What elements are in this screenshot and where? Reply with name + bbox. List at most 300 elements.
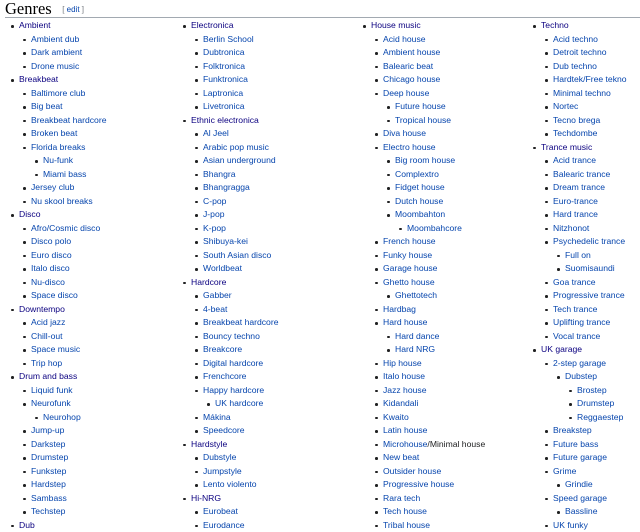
genre-link-future-bass[interactable]: Future bass <box>553 439 598 449</box>
subgenre-list <box>17 411 106 425</box>
genre-link-ghetto-house[interactable]: Ghetto house <box>383 277 435 287</box>
genre-link-rara-tech[interactable]: Rara tech <box>383 493 420 503</box>
genre-item <box>527 19 627 141</box>
list-item-row <box>539 114 627 128</box>
list-item-row <box>17 114 106 128</box>
genre-link-chicago-house[interactable]: Chicago house <box>383 74 440 84</box>
list-item-row <box>539 181 627 195</box>
genre-link-minimal-house[interactable]: Minimal house <box>430 439 485 449</box>
list-item-row <box>189 384 278 398</box>
genre-link-al-jeel[interactable]: Al Jeel <box>203 128 229 138</box>
genre-link-speed-garage[interactable]: Speed garage <box>553 493 607 503</box>
genre-link-jazz-house[interactable]: Jazz house <box>383 385 426 395</box>
genre-link-fidget-house[interactable]: Fidget house <box>395 182 445 192</box>
list-item-row <box>17 100 106 114</box>
list-item-row <box>17 492 106 506</box>
genre-link-hardstep[interactable]: Hardstep <box>31 479 66 489</box>
genre-link-full-on[interactable]: Full on <box>565 250 591 260</box>
subgenre-item <box>551 262 627 276</box>
list-item-row <box>369 465 485 479</box>
genre-item <box>177 492 278 532</box>
list-item-row <box>5 73 106 87</box>
genre-link-ambient-dub[interactable]: Ambient dub <box>31 34 79 44</box>
subgenre-item <box>17 60 106 74</box>
genre-link-grime[interactable]: Grime <box>553 466 576 476</box>
genre-link-progressive-trance[interactable]: Progressive trance <box>553 290 625 300</box>
genre-link-4-beat[interactable]: 4-beat <box>203 304 227 314</box>
genre-link-hard-house[interactable]: Hard house <box>383 317 427 327</box>
subgenre-item <box>17 249 106 263</box>
genre-link-arabic-pop-music[interactable]: Arabic pop music <box>203 142 269 152</box>
genre-link-techdombe[interactable]: Techdombe <box>553 128 597 138</box>
genre-link-dark-ambient[interactable]: Dark ambient <box>31 47 82 57</box>
subgenre-item <box>189 370 278 384</box>
subgenre-item <box>369 235 485 249</box>
subgenre-item <box>539 222 627 236</box>
genre-list <box>177 19 278 532</box>
list-item-row <box>177 438 278 452</box>
list-item-row <box>539 33 627 47</box>
genre-list <box>5 19 106 532</box>
list-item-row <box>5 19 106 33</box>
genre-link-j-pop[interactable]: J-pop <box>203 209 225 219</box>
subgenre-item <box>189 289 278 303</box>
genre-link-complextro[interactable]: Complextro <box>395 169 439 179</box>
genre-link-drone-music[interactable]: Drone music <box>31 61 79 71</box>
list-item-row <box>357 19 485 33</box>
list-item-row <box>539 303 627 317</box>
subgenre-item <box>369 33 485 47</box>
genre-link-downtempo[interactable]: Downtempo <box>19 304 65 314</box>
genre-link-neurofunk[interactable]: Neurofunk <box>31 398 71 408</box>
genre-link-south-asian-disco[interactable]: South Asian disco <box>203 250 271 260</box>
list-item-row <box>527 141 627 155</box>
list-item-row <box>539 154 627 168</box>
list-item-row <box>539 208 627 222</box>
list-item-row <box>381 154 485 168</box>
genre-link-bhangra[interactable]: Bhangra <box>203 169 236 179</box>
subgenre-list <box>539 370 627 424</box>
list-item-row <box>563 384 627 398</box>
subgenre-item <box>539 154 627 168</box>
genre-link-outsider-house[interactable]: Outsider house <box>383 466 441 476</box>
subgenre-item <box>539 424 627 438</box>
genre-column-3 <box>357 19 485 532</box>
genre-item <box>527 343 627 532</box>
list-item-row <box>189 424 278 438</box>
genre-link-dubstep[interactable]: Dubstep <box>565 371 597 381</box>
subgenre-item <box>17 141 106 182</box>
genre-link-breakstep[interactable]: Breakstep <box>553 425 592 435</box>
genre-link-moombahcore[interactable]: Moombahcore <box>407 223 462 233</box>
genre-link-dutch-house[interactable]: Dutch house <box>395 196 443 206</box>
list-item-row <box>369 384 485 398</box>
subgenre-item <box>369 397 485 411</box>
genre-link-minimal-techno[interactable]: Minimal techno <box>553 88 611 98</box>
list-item-row <box>189 357 278 371</box>
genre-link-hard-dance[interactable]: Hard dance <box>395 331 439 341</box>
subgenre-item <box>539 87 627 101</box>
genre-link-c-pop[interactable]: C-pop <box>203 196 226 206</box>
list-item-row <box>189 60 278 74</box>
genre-link-jump-up[interactable]: Jump-up <box>31 425 64 435</box>
genre-link-asian-underground[interactable]: Asian underground <box>203 155 276 165</box>
genre-link-italo-disco[interactable]: Italo disco <box>31 263 70 273</box>
genre-link-jersey-club[interactable]: Jersey club <box>31 182 74 192</box>
list-item-row <box>381 114 485 128</box>
genre-link-drumstep[interactable]: Drumstep <box>31 452 68 462</box>
genre-link-uk-funky[interactable]: UK funky <box>553 520 588 530</box>
genre-item <box>5 208 106 303</box>
genre-link-garage-house[interactable]: Garage house <box>383 263 437 273</box>
subgenre-list <box>539 505 627 519</box>
genre-link-hip-house[interactable]: Hip house <box>383 358 422 368</box>
genre-link-happy-hardcore[interactable]: Happy hardcore <box>203 385 264 395</box>
genre-link-hard-nrg[interactable]: Hard NRG <box>395 344 435 354</box>
list-item-row <box>189 343 278 357</box>
subgenre-item <box>539 33 627 47</box>
list-item-row <box>381 343 485 357</box>
subgenre-item <box>369 478 485 492</box>
genre-link-miami-bass[interactable]: Miami bass <box>43 169 86 179</box>
genre-link-bouncy-techno[interactable]: Bouncy techno <box>203 331 260 341</box>
list-item-row <box>189 87 278 101</box>
genre-link-breakbeat[interactable]: Breakbeat <box>19 74 58 84</box>
genre-link-acid-trance[interactable]: Acid trance <box>553 155 596 165</box>
genre-link-breakbeat-hardcore[interactable]: Breakbeat hardcore <box>31 115 106 125</box>
genre-link-hi-nrg[interactable]: Hi-NRG <box>191 493 221 503</box>
genre-link-tribal-house[interactable]: Tribal house <box>383 520 430 530</box>
genre-link-dub[interactable]: Dub <box>19 520 35 530</box>
list-item-row <box>177 492 278 506</box>
genre-link-ambient[interactable]: Ambient <box>19 20 51 30</box>
genre-link-jumpstyle[interactable]: Jumpstyle <box>203 466 242 476</box>
list-item-row <box>189 127 278 141</box>
list-item-row <box>539 195 627 209</box>
genre-link-frenchcore[interactable]: Frenchcore <box>203 371 246 381</box>
list-item-row <box>381 195 485 209</box>
subgenre-item <box>381 114 485 128</box>
subgenre-item <box>539 100 627 114</box>
list-item-row <box>369 492 485 506</box>
subgenre-list <box>5 222 106 303</box>
subgenre-item <box>551 370 627 424</box>
genre-link-acid-techno[interactable]: Acid techno <box>553 34 598 44</box>
genre-link-nu-skool-breaks[interactable]: Nu skool breaks <box>31 196 93 206</box>
subgenre-item <box>189 87 278 101</box>
genre-link-psychedelic-trance[interactable]: Psychedelic trance <box>553 236 625 246</box>
list-item-row <box>201 397 278 411</box>
subgenre-item <box>17 222 106 236</box>
section-title: Genres <box>5 0 52 17</box>
list-item-row <box>539 87 627 101</box>
subgenre-item <box>369 438 485 452</box>
list-item-row <box>369 370 485 384</box>
subgenre-item <box>381 181 485 195</box>
subgenre-item <box>563 384 627 398</box>
genre-link-tecno-brega[interactable]: Tecno brega <box>553 115 600 125</box>
genre-link-dream-trance[interactable]: Dream trance <box>553 182 605 192</box>
genre-link-latin-house[interactable]: Latin house <box>383 425 427 435</box>
subgenre-item <box>369 46 485 60</box>
subgenre-list <box>5 87 106 209</box>
genre-link-tropical-house[interactable]: Tropical house <box>395 115 451 125</box>
subgenre-item <box>189 154 278 168</box>
genre-link-diva-house[interactable]: Diva house <box>383 128 426 138</box>
subgenre-item <box>189 46 278 60</box>
subgenre-item <box>369 303 485 317</box>
list-item-row <box>189 154 278 168</box>
list-item-row <box>539 289 627 303</box>
list-item-row <box>17 127 106 141</box>
list-item-row <box>563 397 627 411</box>
genre-link-funkstep[interactable]: Funkstep <box>31 466 66 476</box>
subgenre-item <box>369 492 485 506</box>
genre-link-kwaito[interactable]: Kwaito <box>383 412 409 422</box>
subgenre-list <box>5 316 106 370</box>
subgenre-item <box>17 181 106 195</box>
subgenre-item <box>189 235 278 249</box>
genre-link-ethnic-electronica[interactable]: Ethnic electronica <box>191 115 259 125</box>
genre-link-disco[interactable]: Disco <box>19 209 41 219</box>
genre-link-eurodance[interactable]: Eurodance <box>203 520 245 530</box>
genre-link-hard-trance[interactable]: Hard trance <box>553 209 598 219</box>
subgenre-item <box>539 195 627 209</box>
subgenre-item <box>17 357 106 371</box>
subgenre-list <box>369 100 485 127</box>
genre-link-hardcore[interactable]: Hardcore <box>191 277 226 287</box>
list-item-row <box>177 19 278 33</box>
list-item-row <box>177 114 278 128</box>
list-item-row <box>17 195 106 209</box>
list-item-row <box>539 222 627 236</box>
list-item-row <box>369 411 485 425</box>
list-item-row <box>29 411 106 425</box>
genre-link-worldbeat[interactable]: Worldbeat <box>203 263 242 273</box>
genre-link-2-step-garage[interactable]: 2-step garage <box>553 358 606 368</box>
genre-link-euro-trance[interactable]: Euro-trance <box>553 196 598 206</box>
list-item-row <box>527 19 627 33</box>
list-item-row <box>369 141 485 155</box>
genre-link-electro-house[interactable]: Electro house <box>383 142 436 152</box>
genre-link-kidandali[interactable]: Kidandali <box>383 398 418 408</box>
subgenre-item <box>17 330 106 344</box>
subgenre-item <box>539 276 627 290</box>
genre-link-uk-garage[interactable]: UK garage <box>541 344 582 354</box>
genre-link-space-disco[interactable]: Space disco <box>31 290 78 300</box>
list-item-row <box>17 60 106 74</box>
genre-link-uk-hardcore[interactable]: UK hardcore <box>215 398 263 408</box>
list-item-row <box>189 73 278 87</box>
genre-link-moombahton[interactable]: Moombahton <box>395 209 445 219</box>
genre-link-vocal-trance[interactable]: Vocal trance <box>553 331 600 341</box>
list-item-row <box>539 424 627 438</box>
genre-link-florida-breaks[interactable]: Florida breaks <box>31 142 85 152</box>
genre-link-speedcore[interactable]: Speedcore <box>203 425 245 435</box>
genre-link-trip-hop[interactable]: Trip hop <box>31 358 62 368</box>
list-item-row <box>369 303 485 317</box>
genre-link-bhangragga[interactable]: Bhangragga <box>203 182 250 192</box>
genre-link-nu-disco[interactable]: Nu-disco <box>31 277 65 287</box>
genre-link-lento-violento[interactable]: Lento violento <box>203 479 257 489</box>
genre-link-italo-house[interactable]: Italo house <box>383 371 425 381</box>
subgenre-item <box>17 492 106 506</box>
subgenre-item <box>381 195 485 209</box>
genre-link-shibuya-kei[interactable]: Shibuya-kei <box>203 236 248 246</box>
genre-link-liquid-funk[interactable]: Liquid funk <box>31 385 73 395</box>
genre-link-detroit-techno[interactable]: Detroit techno <box>553 47 607 57</box>
subgenre-item <box>369 411 485 425</box>
list-item-row <box>539 276 627 290</box>
list-item-row <box>369 127 485 141</box>
genre-link-big-beat[interactable]: Big beat <box>31 101 63 111</box>
subgenre-item <box>17 438 106 452</box>
genre-link-drum-and-bass[interactable]: Drum and bass <box>19 371 77 381</box>
subgenre-item <box>381 330 485 344</box>
genre-link-deep-house[interactable]: Deep house <box>383 88 429 98</box>
list-item-row <box>189 33 278 47</box>
genre-link-hardbag[interactable]: Hardbag <box>383 304 416 314</box>
list-item-row <box>369 451 485 465</box>
genre-link-k-pop[interactable]: K-pop <box>203 223 226 233</box>
genre-link-dub-techno[interactable]: Dub techno <box>553 61 597 71</box>
subgenre-item <box>369 73 485 87</box>
genre-link-nu-funk[interactable]: Nu-funk <box>43 155 73 165</box>
subgenre-list <box>527 357 627 532</box>
subgenre-list <box>189 397 278 411</box>
genre-link-funky-house[interactable]: Funky house <box>383 250 432 260</box>
subgenre-item <box>369 316 485 357</box>
list-item-row <box>381 330 485 344</box>
genre-link-dubtronica[interactable]: Dubtronica <box>203 47 245 57</box>
subgenre-item <box>539 357 627 425</box>
genre-link-broken-beat[interactable]: Broken beat <box>31 128 77 138</box>
genre-link-eurobeat[interactable]: Eurobeat <box>203 506 238 516</box>
genre-link-funktronica[interactable]: Funktronica <box>203 74 248 84</box>
genre-link-microhouse[interactable]: Microhouse <box>383 439 427 449</box>
genre-link-tech-trance[interactable]: Tech trance <box>553 304 597 314</box>
genre-link-electronica[interactable]: Electronica <box>191 20 234 30</box>
genre-link-hardtek-free-tekno[interactable]: Hardtek/Free tekno <box>553 74 627 84</box>
genre-link-uplifting-trance[interactable]: Uplifting trance <box>553 317 610 327</box>
genre-link-drumstep[interactable]: Drumstep <box>577 398 614 408</box>
genre-link-nitzhonot[interactable]: Nitzhonot <box>553 223 589 233</box>
genre-link-acid-house[interactable]: Acid house <box>383 34 426 44</box>
genre-link-ambient-house[interactable]: Ambient house <box>383 47 440 57</box>
subgenre-item <box>539 114 627 128</box>
subgenre-item <box>17 46 106 60</box>
list-item-row <box>369 33 485 47</box>
edit-link[interactable]: edit <box>67 5 80 14</box>
genre-link-future-garage[interactable]: Future garage <box>553 452 607 462</box>
genre-link-grindie[interactable]: Grindie <box>565 479 593 489</box>
genre-link-techno[interactable]: Techno <box>541 20 569 30</box>
genre-link-dubstyle[interactable]: Dubstyle <box>203 452 236 462</box>
subgenre-item <box>189 60 278 74</box>
subgenre-item <box>539 451 627 465</box>
list-item-row <box>17 357 106 371</box>
genre-link-balearic-trance[interactable]: Balearic trance <box>553 169 610 179</box>
list-item-row <box>539 465 627 479</box>
genre-link-space-music[interactable]: Space music <box>31 344 80 354</box>
subgenre-list <box>527 154 627 343</box>
genre-link-laptronica[interactable]: Laptronica <box>203 88 243 98</box>
subgenre-item <box>539 303 627 317</box>
genre-link-gabber[interactable]: Gabber <box>203 290 232 300</box>
subgenre-list <box>539 249 627 276</box>
genre-link-big-room-house[interactable]: Big room house <box>395 155 455 165</box>
subgenre-item <box>393 222 485 236</box>
genre-link-berlin-school[interactable]: Berlin School <box>203 34 254 44</box>
subgenre-list <box>357 33 485 532</box>
genre-item <box>5 73 106 208</box>
genre-link-brostep[interactable]: Brostep <box>577 385 607 395</box>
list-item-row <box>189 411 278 425</box>
edit-section: [ edit ] <box>62 5 84 14</box>
genre-link-breakbeat-hardcore[interactable]: Breakbeat hardcore <box>203 317 278 327</box>
genre-link-trance-music[interactable]: Trance music <box>541 142 592 152</box>
subgenre-item <box>17 195 106 209</box>
genre-link-euro-disco[interactable]: Euro disco <box>31 250 72 260</box>
genre-link-future-house[interactable]: Future house <box>395 101 446 111</box>
genre-link-ghettotech[interactable]: Ghettotech <box>395 290 437 300</box>
genre-link-afro-cosmic-disco[interactable]: Afro/Cosmic disco <box>31 223 100 233</box>
genre-link-progressive-house[interactable]: Progressive house <box>383 479 454 489</box>
genre-link-french-house[interactable]: French house <box>383 236 436 246</box>
list-item-row <box>17 316 106 330</box>
subgenre-item <box>369 141 485 236</box>
genre-link-disco-polo[interactable]: Disco polo <box>31 236 71 246</box>
genre-link-techstep[interactable]: Techstep <box>31 506 65 516</box>
list-item-row <box>177 276 278 290</box>
subgenre-item <box>539 181 627 195</box>
genre-link-tech-house[interactable]: Tech house <box>383 506 427 516</box>
genre-link-reggaestep[interactable]: Reggaestep <box>577 412 623 422</box>
list-item-row <box>551 478 627 492</box>
genre-link-suomisaundi[interactable]: Suomisaundi <box>565 263 615 273</box>
genre-link-breakcore[interactable]: Breakcore <box>203 344 242 354</box>
genre-link-goa-trance[interactable]: Goa trance <box>553 277 596 287</box>
genre-list <box>527 19 627 532</box>
genre-link-bassline[interactable]: Bassline <box>565 506 597 516</box>
genre-link-baltimore-club[interactable]: Baltimore club <box>31 88 85 98</box>
genre-link-acid-jazz[interactable]: Acid jazz <box>31 317 65 327</box>
genre-link-new-beat[interactable]: New beat <box>383 452 419 462</box>
genre-link-folktronica[interactable]: Folktronica <box>203 61 245 71</box>
list-item-row <box>17 235 106 249</box>
genre-link-sambass[interactable]: Sambass <box>31 493 67 503</box>
genre-link-livetronica[interactable]: Livetronica <box>203 101 245 111</box>
list-item-row <box>5 370 106 384</box>
subgenre-item <box>539 316 627 330</box>
genre-link-digital-hardcore[interactable]: Digital hardcore <box>203 358 263 368</box>
list-item-row <box>539 235 627 249</box>
subgenre-item <box>17 33 106 47</box>
genre-link-m-kina[interactable]: Mákina <box>203 412 231 422</box>
subgenre-list <box>5 33 106 74</box>
genre-link-hardstyle[interactable]: Hardstyle <box>191 439 227 449</box>
subgenre-item <box>369 384 485 398</box>
genre-link-house-music[interactable]: House music <box>371 20 421 30</box>
genre-link-chill-out[interactable]: Chill-out <box>31 331 63 341</box>
genre-link-neurohop[interactable]: Neurohop <box>43 412 81 422</box>
genre-link-darkstep[interactable]: Darkstep <box>31 439 65 449</box>
genre-link-nortec[interactable]: Nortec <box>553 101 578 111</box>
subgenre-list <box>177 451 278 492</box>
genre-link-balearic-beat[interactable]: Balearic beat <box>383 61 433 71</box>
subgenre-list <box>527 33 627 141</box>
section-heading <box>5 0 640 18</box>
